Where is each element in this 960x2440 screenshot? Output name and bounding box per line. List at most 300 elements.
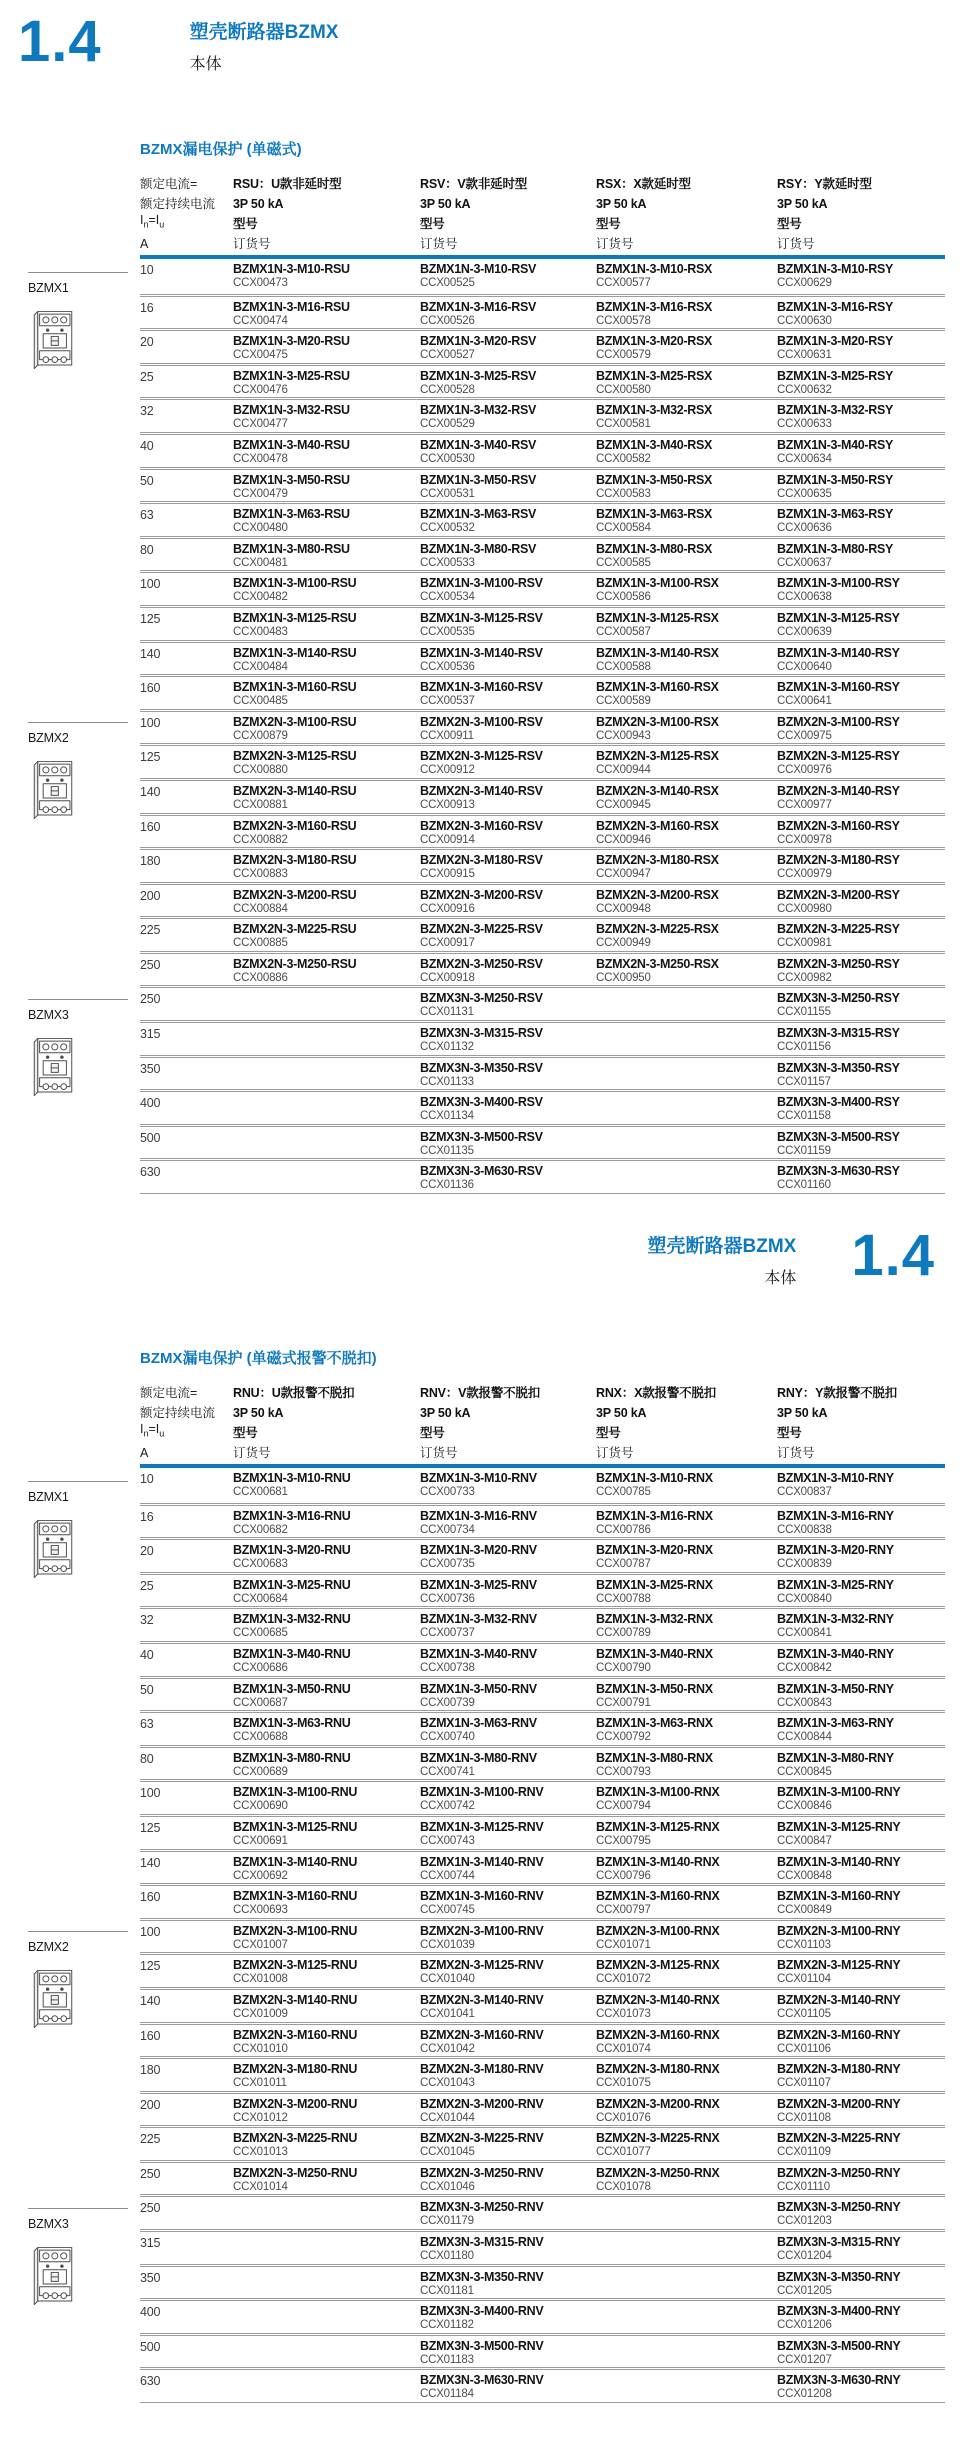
product-cell bbox=[777, 1609, 945, 1641]
model-number: BZMX2N-3-M100-RSX bbox=[596, 714, 719, 729]
section-number: 1.4 bbox=[18, 9, 102, 74]
model-number: BZMX2N-3-M225-RSX bbox=[596, 922, 719, 937]
model-number: BZMX1N-3-M10-RSV bbox=[420, 262, 537, 276]
order-code: CCX00589 bbox=[596, 695, 651, 708]
product-cell bbox=[420, 573, 596, 605]
model-number: BZMX1N-3-M25-RNV bbox=[420, 1577, 537, 1592]
order-code: CCX00537 bbox=[420, 695, 475, 708]
product-cell bbox=[233, 954, 420, 986]
current-rating-cell: 63 bbox=[140, 1717, 154, 1732]
model-number: BZMX1N-3-M50-RSX bbox=[596, 472, 713, 487]
product-cell bbox=[777, 1852, 945, 1884]
product-cell bbox=[777, 2094, 945, 2126]
model-number: BZMX3N-3-M500-RNY bbox=[777, 2338, 901, 2353]
product-cell bbox=[777, 1092, 945, 1124]
order-code: CCX00688 bbox=[233, 1731, 288, 1744]
header-cell: 订货号 bbox=[777, 237, 815, 251]
product-cell bbox=[596, 988, 777, 1020]
order-code: CCX00526 bbox=[420, 314, 475, 327]
product-cell bbox=[596, 608, 777, 640]
table-header-line bbox=[140, 233, 945, 253]
model-number: BZMX3N-3-M350-RNY bbox=[777, 2269, 901, 2284]
model-number: BZMX3N-3-M250-RNV bbox=[420, 2200, 544, 2215]
product-cell bbox=[596, 2267, 777, 2299]
product-cell bbox=[233, 2336, 420, 2368]
product-cell bbox=[233, 1644, 420, 1676]
table-row bbox=[140, 1055, 945, 1090]
model-number: BZMX1N-3-M63-RSY bbox=[777, 507, 894, 522]
model-number: BZMX1N-3-M100-RSV bbox=[420, 576, 543, 591]
order-code: CCX00639 bbox=[777, 625, 832, 638]
table-row bbox=[140, 467, 945, 502]
order-code: CCX01203 bbox=[777, 2215, 832, 2228]
model-number: BZMX1N-3-M40-RNU bbox=[233, 1646, 351, 1661]
model-number: BZMX2N-3-M200-RNY bbox=[777, 2096, 901, 2111]
product-cell bbox=[420, 1092, 596, 1124]
order-code: CCX01182 bbox=[420, 2319, 474, 2332]
product-cell bbox=[233, 1023, 420, 1055]
table-header-line bbox=[140, 1442, 945, 1462]
order-code: CCX01156 bbox=[777, 1041, 831, 1054]
current-rating-cell: 160 bbox=[140, 2028, 161, 2043]
product-cell bbox=[777, 988, 945, 1020]
product-cell bbox=[420, 2370, 596, 2402]
order-code: CCX00581 bbox=[596, 418, 651, 431]
product-cell bbox=[420, 2059, 596, 2091]
model-number: BZMX1N-3-M140-RSV bbox=[420, 645, 543, 660]
model-number: BZMX1N-3-M80-RSV bbox=[420, 541, 537, 556]
model-number: BZMX2N-3-M140-RSU bbox=[233, 783, 357, 798]
product-cell bbox=[777, 885, 945, 917]
order-code: CCX00473 bbox=[233, 277, 288, 289]
product-cell bbox=[777, 1468, 945, 1503]
model-number: BZMX2N-3-M200-RNX bbox=[596, 2096, 720, 2111]
header-cell: RSX：X款延时型 bbox=[596, 177, 691, 191]
model-number: BZMX2N-3-M160-RNV bbox=[420, 2027, 544, 2042]
model-number: BZMX2N-3-M200-RNV bbox=[420, 2096, 544, 2111]
product-cell bbox=[420, 712, 596, 744]
model-number: BZMX2N-3-M140-RSV bbox=[420, 783, 543, 798]
product-cell bbox=[777, 1886, 945, 1918]
model-number: BZMX3N-3-M315-RNV bbox=[420, 2235, 544, 2250]
order-code: CCX01078 bbox=[596, 2180, 651, 2193]
model-number: BZMX1N-3-M16-RNY bbox=[777, 1508, 894, 1523]
product-cell bbox=[420, 2267, 596, 2299]
header-cell: 订货号 bbox=[233, 237, 271, 251]
product-cell bbox=[596, 1817, 777, 1849]
model-number: BZMX1N-3-M32-RNX bbox=[596, 1612, 713, 1627]
product-cell bbox=[596, 1990, 777, 2022]
model-number: BZMX2N-3-M125-RNV bbox=[420, 1958, 544, 1973]
product-cell bbox=[777, 1713, 945, 1745]
order-code: CCX01179 bbox=[420, 2215, 474, 2228]
product-cell bbox=[420, 435, 596, 467]
order-code: CCX00583 bbox=[596, 487, 651, 500]
product-cell bbox=[596, 470, 777, 502]
product-cell bbox=[420, 1955, 596, 1987]
header-cell: 3P 50 kA bbox=[777, 197, 828, 211]
model-number: BZMX1N-3-M140-RSU bbox=[233, 645, 357, 660]
order-code: CCX01077 bbox=[596, 2146, 651, 2159]
model-number: BZMX1N-3-M20-RSV bbox=[420, 334, 537, 349]
product-cell bbox=[596, 643, 777, 675]
product-cell bbox=[420, 2336, 596, 2368]
order-code: CCX00582 bbox=[596, 452, 651, 465]
order-code: CCX00912 bbox=[420, 764, 475, 777]
model-number: BZMX2N-3-M225-RNV bbox=[420, 2131, 544, 2146]
order-code: CCX00911 bbox=[420, 729, 474, 742]
table-title: BZMX漏电保护 (单磁式) bbox=[140, 141, 302, 158]
table-row bbox=[140, 294, 945, 329]
table-row bbox=[140, 916, 945, 951]
product-cell bbox=[777, 366, 945, 398]
current-rating-cell: 125 bbox=[140, 1959, 161, 1974]
product-cell bbox=[420, 1609, 596, 1641]
product-cell bbox=[420, 470, 596, 502]
model-number: BZMX2N-3-M140-RNX bbox=[596, 1992, 720, 2007]
header-cell: 型号 bbox=[420, 217, 445, 231]
model-number: BZMX1N-3-M100-RSY bbox=[777, 576, 900, 591]
product-cell bbox=[596, 2232, 777, 2264]
product-cell bbox=[420, 1748, 596, 1780]
model-number: BZMX1N-3-M63-RSX bbox=[596, 507, 713, 522]
order-code: CCX01040 bbox=[420, 1973, 475, 1986]
order-code: CCX00883 bbox=[233, 868, 288, 881]
order-code: CCX00846 bbox=[777, 1800, 832, 1813]
breaker-illustration bbox=[28, 2241, 78, 2311]
table-row bbox=[140, 570, 945, 605]
product-cell bbox=[233, 1921, 420, 1953]
current-rating-cell: 20 bbox=[140, 335, 154, 350]
order-code: CCX00975 bbox=[777, 729, 832, 742]
model-number: BZMX2N-3-M160-RNY bbox=[777, 2027, 901, 2042]
order-code: CCX01076 bbox=[596, 2111, 651, 2124]
model-number: BZMX1N-3-M125-RNX bbox=[596, 1819, 720, 1834]
product-cell bbox=[233, 366, 420, 398]
table-row bbox=[140, 778, 945, 813]
order-code: CCX00479 bbox=[233, 487, 288, 500]
breaker-illustration bbox=[28, 755, 78, 825]
model-number: BZMX2N-3-M225-RSY bbox=[777, 922, 900, 937]
product-cell bbox=[420, 2301, 596, 2333]
product-cell bbox=[596, 746, 777, 778]
model-number: BZMX2N-3-M250-RNX bbox=[596, 2165, 720, 2180]
current-rating-cell: 160 bbox=[140, 681, 161, 696]
current-rating-cell: 630 bbox=[140, 1165, 161, 1180]
model-number: BZMX1N-3-M10-RNY bbox=[777, 1471, 894, 1485]
model-number: BZMX2N-3-M250-RSU bbox=[233, 956, 357, 971]
order-code: CCX01208 bbox=[777, 2388, 832, 2401]
product-cell bbox=[420, 2163, 596, 2195]
model-number: BZMX1N-3-M50-RSY bbox=[777, 472, 894, 487]
current-rating-cell: 80 bbox=[140, 542, 154, 557]
model-number: BZMX2N-3-M225-RNU bbox=[233, 2131, 358, 2146]
model-number: BZMX1N-3-M50-RNY bbox=[777, 1681, 894, 1696]
model-number: BZMX2N-3-M140-RNU bbox=[233, 1992, 358, 2007]
model-number: BZMX1N-3-M16-RNV bbox=[420, 1508, 537, 1523]
table-row bbox=[140, 813, 945, 848]
product-cell bbox=[596, 1609, 777, 1641]
order-code: CCX00792 bbox=[596, 1731, 651, 1744]
header-cell: RNU：U款报警不脱扣 bbox=[233, 1386, 355, 1400]
table-row bbox=[140, 1572, 945, 1607]
product-cell bbox=[777, 504, 945, 536]
page-header bbox=[18, 9, 339, 74]
product-cell bbox=[596, 2197, 777, 2229]
model-number: BZMX2N-3-M100-RSY bbox=[777, 714, 900, 729]
table-row bbox=[140, 2056, 945, 2091]
model-number: BZMX2N-3-M180-RSV bbox=[420, 853, 543, 868]
model-number: BZMX2N-3-M180-RNU bbox=[233, 2062, 358, 2077]
model-number: BZMX1N-3-M100-RNV bbox=[420, 1785, 544, 1800]
model-number: BZMX3N-3-M630-RNY bbox=[777, 2373, 901, 2388]
current-rating-cell: 160 bbox=[140, 1890, 161, 1905]
product-cell bbox=[596, 2370, 777, 2402]
order-code: CCX00914 bbox=[420, 833, 475, 846]
product-cell bbox=[777, 781, 945, 813]
product-cell bbox=[596, 1161, 777, 1193]
product-cell bbox=[777, 1023, 945, 1055]
table-row bbox=[140, 397, 945, 432]
current-rating-cell: 400 bbox=[140, 1096, 161, 1111]
product-cell bbox=[420, 885, 596, 917]
product-cell bbox=[420, 1921, 596, 1953]
model-number: BZMX3N-3-M250-RSV bbox=[420, 991, 543, 1006]
product-cell bbox=[777, 1990, 945, 2022]
model-number: BZMX2N-3-M100-RSU bbox=[233, 714, 357, 729]
sidebar-rule bbox=[28, 272, 128, 273]
model-number: BZMX1N-3-M32-RSU bbox=[233, 403, 350, 418]
product-cell bbox=[233, 504, 420, 536]
model-number: BZMX2N-3-M140-RSY bbox=[777, 783, 900, 798]
current-rating-cell: 350 bbox=[140, 1061, 161, 1076]
product-group-label: BZMX1 bbox=[28, 1490, 69, 1504]
model-number: BZMX1N-3-M20-RSY bbox=[777, 334, 894, 349]
product-cell bbox=[777, 1161, 945, 1193]
model-number: BZMX2N-3-M160-RNX bbox=[596, 2027, 720, 2042]
order-code: CCX01205 bbox=[777, 2284, 832, 2297]
current-rating-cell: 10 bbox=[140, 1472, 154, 1486]
model-number: BZMX2N-3-M100-RNU bbox=[233, 1923, 358, 1938]
order-code: CCX00631 bbox=[777, 349, 832, 362]
product-cell bbox=[233, 1990, 420, 2022]
model-number: BZMX3N-3-M250-RNY bbox=[777, 2200, 901, 2215]
model-number: BZMX1N-3-M63-RNX bbox=[596, 1716, 713, 1731]
model-number: BZMX2N-3-M125-RNU bbox=[233, 1958, 358, 1973]
product-cell bbox=[777, 1540, 945, 1572]
order-code: CCX01010 bbox=[233, 2042, 288, 2055]
order-code: CCX00632 bbox=[777, 383, 832, 396]
product-cell bbox=[233, 1058, 420, 1090]
order-code: CCX00950 bbox=[596, 971, 651, 984]
model-number: BZMX1N-3-M20-RNU bbox=[233, 1543, 351, 1558]
product-cell bbox=[596, 2025, 777, 2057]
current-rating-cell: 315 bbox=[140, 1027, 161, 1042]
model-number: BZMX1N-3-M10-RSY bbox=[777, 262, 894, 276]
table-row bbox=[140, 2264, 945, 2299]
product-cell bbox=[596, 1092, 777, 1124]
product-cell bbox=[420, 1161, 596, 1193]
order-code: CCX00979 bbox=[777, 868, 832, 881]
order-code: CCX00882 bbox=[233, 833, 288, 846]
product-cell bbox=[233, 2370, 420, 2402]
order-code: CCX00637 bbox=[777, 556, 832, 569]
current-rating-cell: 225 bbox=[140, 923, 161, 938]
model-number: BZMX1N-3-M10-RNX bbox=[596, 1471, 713, 1485]
order-code: CCX01106 bbox=[777, 2042, 831, 2055]
header-rated-current-cell: A bbox=[140, 1446, 149, 1460]
order-code: CCX00944 bbox=[596, 764, 651, 777]
table-zone bbox=[0, 173, 960, 1194]
order-code: CCX00482 bbox=[233, 591, 288, 604]
order-code: CCX00886 bbox=[233, 971, 288, 984]
table-row bbox=[140, 951, 945, 986]
model-number: BZMX1N-3-M160-RSY bbox=[777, 680, 900, 695]
table-row bbox=[140, 1918, 945, 1953]
order-code: CCX00786 bbox=[596, 1523, 651, 1536]
header-cell: 订货号 bbox=[596, 1446, 634, 1460]
current-rating-cell: 63 bbox=[140, 508, 154, 523]
table-row bbox=[140, 2091, 945, 2126]
header-cell: 3P 50 kA bbox=[233, 1406, 284, 1420]
product-cell bbox=[596, 1023, 777, 1055]
product-cell bbox=[420, 919, 596, 951]
product-cell bbox=[420, 781, 596, 813]
product-cell bbox=[420, 504, 596, 536]
order-code: CCX00737 bbox=[420, 1627, 475, 1640]
order-code: CCX00686 bbox=[233, 1661, 288, 1674]
table-row bbox=[140, 1606, 945, 1641]
model-number: BZMX1N-3-M80-RNX bbox=[596, 1750, 713, 1765]
product-cell bbox=[420, 2232, 596, 2264]
order-code: CCX00636 bbox=[777, 522, 832, 535]
model-number: BZMX1N-3-M40-RSY bbox=[777, 437, 894, 452]
product-cell bbox=[233, 1540, 420, 1572]
model-number: BZMX3N-3-M630-RNV bbox=[420, 2373, 544, 2388]
model-number: BZMX2N-3-M250-RNV bbox=[420, 2165, 544, 2180]
current-rating-cell: 100 bbox=[140, 715, 161, 730]
order-code: CCX00638 bbox=[777, 591, 832, 604]
current-rating-cell: 140 bbox=[140, 1855, 161, 1870]
product-cell bbox=[420, 2025, 596, 2057]
order-code: CCX00839 bbox=[777, 1558, 832, 1571]
order-code: CCX00949 bbox=[596, 937, 651, 950]
product-cell bbox=[596, 2094, 777, 2126]
product-cell bbox=[233, 1679, 420, 1711]
order-code: CCX01107 bbox=[777, 2077, 831, 2090]
page-subtitle: 本体 bbox=[764, 1269, 797, 1287]
order-code: CCX01207 bbox=[777, 2353, 832, 2366]
order-code: CCX00577 bbox=[596, 277, 651, 289]
model-number: BZMX2N-3-M125-RNY bbox=[777, 1958, 901, 1973]
order-code: CCX00578 bbox=[596, 314, 651, 327]
model-number: BZMX1N-3-M20-RSU bbox=[233, 334, 350, 349]
order-code: CCX00740 bbox=[420, 1731, 475, 1744]
model-number: BZMX2N-3-M180-RNV bbox=[420, 2062, 544, 2077]
product-cell bbox=[420, 1852, 596, 1884]
model-number: BZMX1N-3-M16-RSY bbox=[777, 299, 894, 314]
product-cell bbox=[777, 1644, 945, 1676]
order-code: CCX00481 bbox=[233, 556, 288, 569]
order-code: CCX00840 bbox=[777, 1592, 832, 1605]
order-code: CCX00943 bbox=[596, 729, 651, 742]
product-group-label: BZMX1 bbox=[28, 281, 69, 295]
order-code: CCX01132 bbox=[420, 1041, 474, 1054]
model-number: BZMX2N-3-M100-RNY bbox=[777, 1923, 901, 1938]
model-number: BZMX1N-3-M63-RSU bbox=[233, 507, 350, 522]
model-number: BZMX1N-3-M32-RSX bbox=[596, 403, 713, 418]
product-cell bbox=[596, 1127, 777, 1159]
header-cell: RSV：V款非延时型 bbox=[420, 177, 528, 191]
order-code: CCX00739 bbox=[420, 1696, 475, 1709]
header-cell: 型号 bbox=[596, 1426, 621, 1440]
model-number: BZMX1N-3-M140-RNY bbox=[777, 1854, 901, 1869]
current-rating-cell: 630 bbox=[140, 2374, 161, 2389]
table-row bbox=[140, 2194, 945, 2229]
product-cell bbox=[233, 2094, 420, 2126]
product-group bbox=[28, 2208, 128, 2311]
product-cell bbox=[596, 1713, 777, 1745]
product-cell bbox=[233, 2025, 420, 2057]
current-rating-cell: 25 bbox=[140, 369, 154, 384]
sidebar-rule bbox=[28, 2208, 128, 2209]
product-cell bbox=[596, 885, 777, 917]
model-number: BZMX1N-3-M32-RSV bbox=[420, 403, 537, 418]
order-code: CCX00689 bbox=[233, 1765, 288, 1778]
model-number: BZMX3N-3-M315-RSV bbox=[420, 1026, 543, 1041]
order-code: CCX01072 bbox=[596, 1973, 651, 1986]
breaker-illustration bbox=[28, 1032, 78, 1102]
product-cell bbox=[233, 435, 420, 467]
product-cell bbox=[596, 573, 777, 605]
product-cell bbox=[596, 297, 777, 329]
product-cell bbox=[233, 2232, 420, 2264]
table-header-line bbox=[140, 1382, 945, 1402]
order-code: CCX00525 bbox=[420, 277, 475, 289]
product-cell bbox=[233, 1161, 420, 1193]
order-code: CCX00785 bbox=[596, 1486, 651, 1498]
model-number: BZMX1N-3-M16-RSU bbox=[233, 299, 350, 314]
table-row bbox=[140, 2333, 945, 2368]
product-group bbox=[28, 1481, 128, 1584]
model-number: BZMX3N-3-M315-RNY bbox=[777, 2235, 901, 2250]
product-cell bbox=[777, 1058, 945, 1090]
product-cell bbox=[596, 366, 777, 398]
model-number: BZMX3N-3-M350-RNV bbox=[420, 2269, 544, 2284]
product-cell bbox=[233, 988, 420, 1020]
product-cell bbox=[233, 1092, 420, 1124]
table-row bbox=[140, 847, 945, 882]
product-cell bbox=[233, 331, 420, 363]
order-code: CCX00476 bbox=[233, 383, 288, 396]
model-number: BZMX1N-3-M100-RNX bbox=[596, 1785, 720, 1800]
product-cell bbox=[420, 954, 596, 986]
table-header-line bbox=[140, 213, 945, 233]
order-code: CCX00532 bbox=[420, 522, 475, 535]
product-cell bbox=[777, 2059, 945, 2091]
subscript: n bbox=[143, 1428, 149, 1438]
current-rating-cell: 125 bbox=[140, 1820, 161, 1835]
model-number: BZMX2N-3-M100-RSV bbox=[420, 714, 543, 729]
product-cell bbox=[420, 608, 596, 640]
header-cell: RNX：X款报警不脱扣 bbox=[596, 1386, 717, 1400]
order-code: CCX01041 bbox=[420, 2007, 475, 2020]
product-cell bbox=[596, 1506, 777, 1538]
order-code: CCX01184 bbox=[420, 2388, 474, 2401]
product-cell bbox=[777, 435, 945, 467]
model-number: BZMX1N-3-M160-RNX bbox=[596, 1889, 720, 1904]
table-header bbox=[140, 1382, 945, 1462]
